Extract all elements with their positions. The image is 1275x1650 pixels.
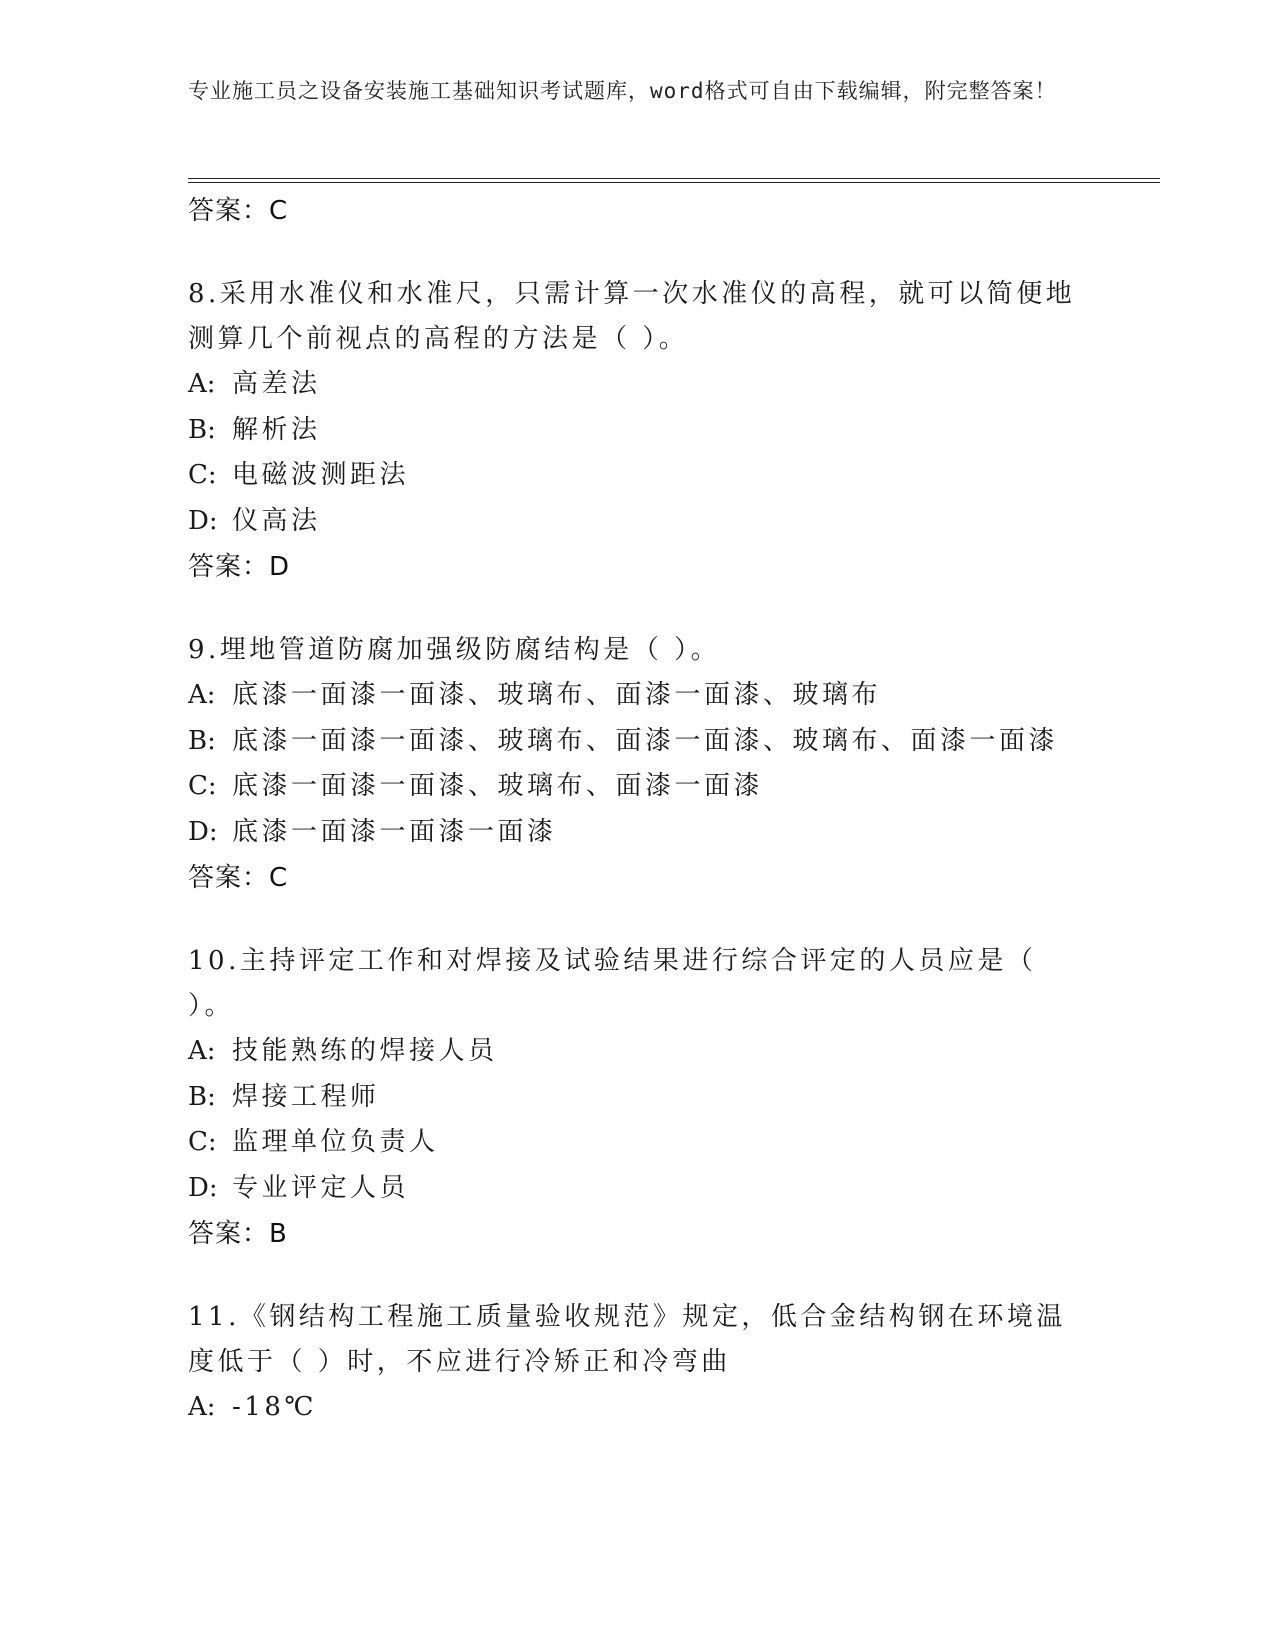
answer-label: 答案：C [188, 863, 289, 893]
option-text: 电磁波测距法 [232, 460, 410, 490]
option-b [188, 719, 1088, 765]
option-key: A: [188, 680, 216, 710]
option-text: 专业评定人员 [232, 1172, 410, 1203]
question-10 [188, 939, 1088, 1257]
exam-content [188, 188, 1088, 1431]
question-11 [188, 1295, 1088, 1431]
option-c [188, 1120, 1088, 1166]
option-key: D: [188, 816, 218, 847]
option-d [188, 810, 1088, 856]
option-d [188, 1166, 1088, 1212]
option-text: 底漆一面漆一面漆一面漆 [232, 816, 557, 847]
option-a [188, 362, 1088, 408]
question-stem: 10.主持评定工作和对焊接及试验结果进行综合评定的人员应是（ ）。 [188, 946, 1037, 1021]
option-text: -18℃ [232, 1392, 317, 1422]
question-stem: 11.《钢结构工程施工质量验收规范》规定，低合金结构钢在环境温度低于（ ）时，不应进行冷矫正和冷弯曲 [188, 1302, 1066, 1377]
answer-label: 答案：D [188, 552, 291, 582]
option-d [188, 499, 1088, 545]
option-a [188, 1029, 1088, 1075]
option-text: 监理单位负责人 [232, 1127, 439, 1157]
question-stem: 9.埋地管道防腐加强级防腐结构是（ ）。 [188, 635, 721, 665]
answer-label: 答案：C [188, 196, 289, 226]
option-key: C: [188, 771, 217, 801]
option-b [188, 1075, 1088, 1121]
option-key: D: [188, 1172, 218, 1203]
answer-label: 答案：B [188, 1219, 288, 1249]
option-text: 焊接工程师 [232, 1081, 380, 1112]
option-key: B: [188, 414, 216, 445]
option-text: 底漆一面漆一面漆、玻璃布、面漆一面漆 [232, 771, 764, 801]
option-text: 底漆一面漆一面漆、玻璃布、面漆一面漆、玻璃布、面漆一面漆 [232, 725, 1059, 756]
option-text: 解析法 [232, 414, 321, 445]
option-key: C: [188, 1127, 217, 1157]
option-key: A: [188, 1392, 216, 1422]
option-text: 高差法 [232, 369, 321, 399]
option-a [188, 673, 1088, 719]
option-c [188, 453, 1088, 499]
option-text: 仪高法 [232, 505, 321, 536]
document-header: 专业施工员之设备安装施工基础知识考试题库，word格式可自由下载编辑，附完整答案！ [188, 79, 1057, 103]
option-c [188, 764, 1088, 810]
header-double-rule [188, 178, 1160, 179]
option-text: 技能熟练的焊接人员 [232, 1036, 498, 1066]
option-key: A: [188, 369, 216, 399]
option-key: C: [188, 460, 217, 490]
question-9 [188, 628, 1088, 901]
question-8 [188, 272, 1088, 590]
option-key: B: [188, 725, 216, 756]
option-key: B: [188, 1081, 216, 1112]
question-stem: 8.采用水准仪和水准尺，只需计算一次水准仪的高程，就可以简便地测算几个前视点的高程的方法是（ ）。 [188, 279, 1076, 354]
option-a [188, 1385, 1088, 1431]
option-b [188, 408, 1088, 454]
option-key: A: [188, 1036, 216, 1066]
option-key: D: [188, 505, 218, 536]
option-text: 底漆一面漆一面漆、玻璃布、面漆一面漆、玻璃布 [232, 680, 882, 710]
